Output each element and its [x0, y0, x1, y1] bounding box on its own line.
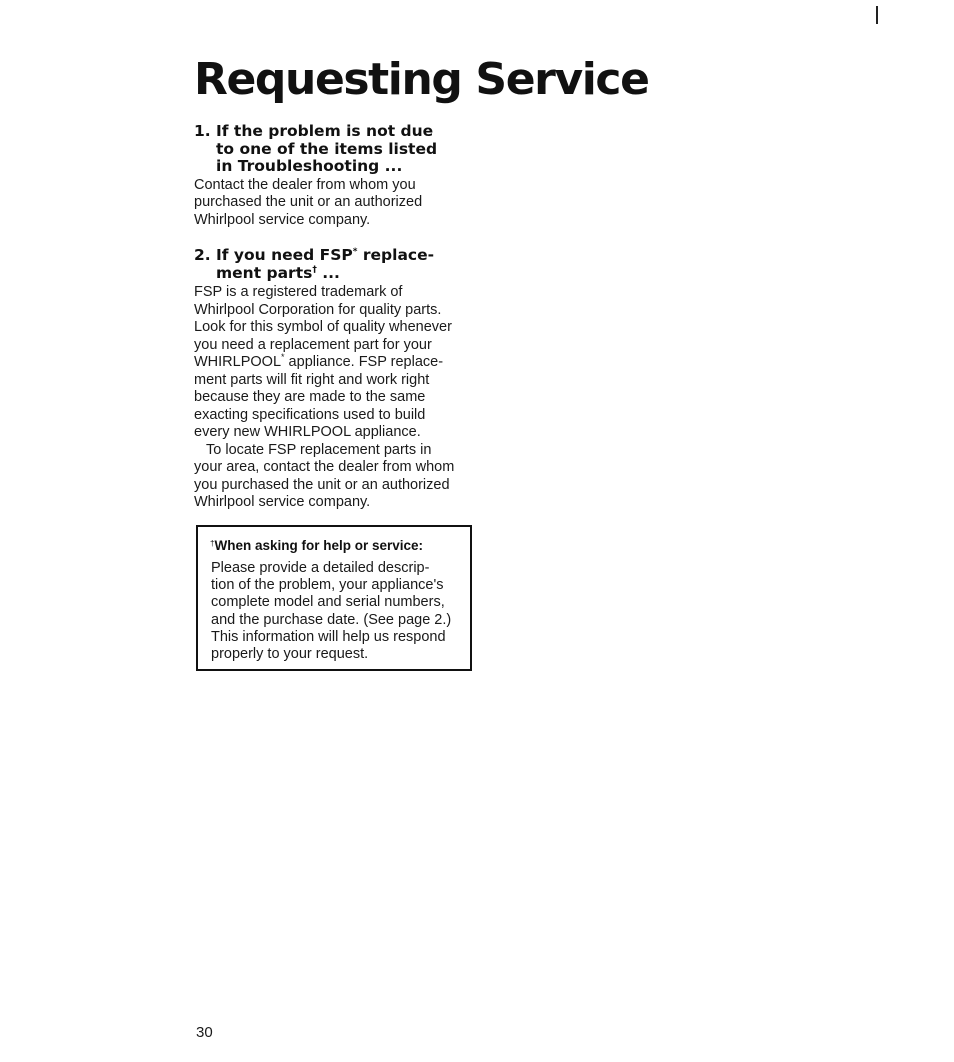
section-1-heading-line: to one of the items listed [216, 139, 438, 158]
asterisk-mark: * [281, 352, 285, 362]
section-2-body-line: Look for this symbol of quality whenever [194, 319, 452, 335]
section-2-heading-text: replace- [357, 246, 435, 264]
section-1-heading-line [194, 123, 484, 141]
section-1-body [194, 177, 484, 230]
section-1-body-line: purchased the unit or an authorized [194, 194, 423, 210]
section-2-heading-text: ... [316, 263, 340, 282]
section-2-heading-line [194, 247, 484, 265]
section-2-heading-text: If you need FSP [216, 246, 353, 264]
note-body-line: Please provide a detailed descrip- [211, 560, 430, 576]
body-text-fragment: WHIRLPOOL [194, 354, 282, 370]
section-2-body-line: Whirlpool Corporation for quality parts. [194, 301, 442, 318]
section-2-body-line: ment parts will fit right and work right [194, 371, 430, 388]
section-2-body-line [194, 354, 484, 372]
section-1-heading-text: If the problem is not due [216, 122, 434, 140]
section-2-body-line: you need a replacement part for your [194, 336, 432, 353]
section-2-body-line: To locate FSP replacement parts in [206, 441, 432, 458]
dagger-mark: † [210, 539, 215, 548]
section-2-body-line: your area, contact the dealer from whom [194, 459, 455, 475]
section-2-heading [194, 247, 484, 282]
section-1-heading-line: in Troubleshooting ... [216, 157, 403, 175]
note-body-line: This information will help us respond [211, 628, 446, 645]
section-2-heading-text: ment parts [216, 263, 313, 282]
section-2-body-line: Whirlpool service company. [194, 494, 371, 510]
page-title: Requesting Service [194, 54, 649, 105]
section-1-body-line: Contact the dealer from whom you [194, 176, 416, 193]
section-1-number: 1. [194, 122, 211, 140]
content-column [194, 123, 484, 512]
section-2-body-line: exacting specifications used to build [194, 406, 426, 423]
note-heading [210, 537, 423, 554]
section-2-heading-line [194, 265, 484, 283]
note-heading-text: When asking for help or service: [214, 538, 424, 553]
section-2-number: 2. [194, 246, 211, 264]
dagger-mark: † [312, 264, 317, 275]
note-body-line: properly to your request. [211, 646, 369, 663]
section-2-body-line: every new WHIRLPOOL appliance. [194, 424, 421, 440]
section-2-body-line: you purchased the unit or an authorized [194, 476, 450, 493]
service-note-box [196, 525, 472, 671]
section-2-body-line: because they are made to the same [194, 389, 426, 405]
section-2-body-line: FSP is a registered trademark of [194, 284, 403, 300]
note-body-line: and the purchase date. (See page 2.) [211, 611, 452, 628]
page-edge-mark [876, 6, 878, 24]
section-1-heading [194, 123, 484, 176]
body-text-fragment: appliance. FSP replace- [284, 354, 444, 370]
note-body [211, 560, 451, 663]
asterisk-mark: * [352, 247, 358, 257]
note-body-line: tion of the problem, your appliance's [211, 577, 444, 594]
note-body-line: complete model and serial numbers, [211, 594, 445, 611]
section-2-body [194, 284, 484, 512]
page-number: 30 [196, 1024, 213, 1041]
section-1-body-line: Whirlpool service company. [194, 211, 371, 228]
